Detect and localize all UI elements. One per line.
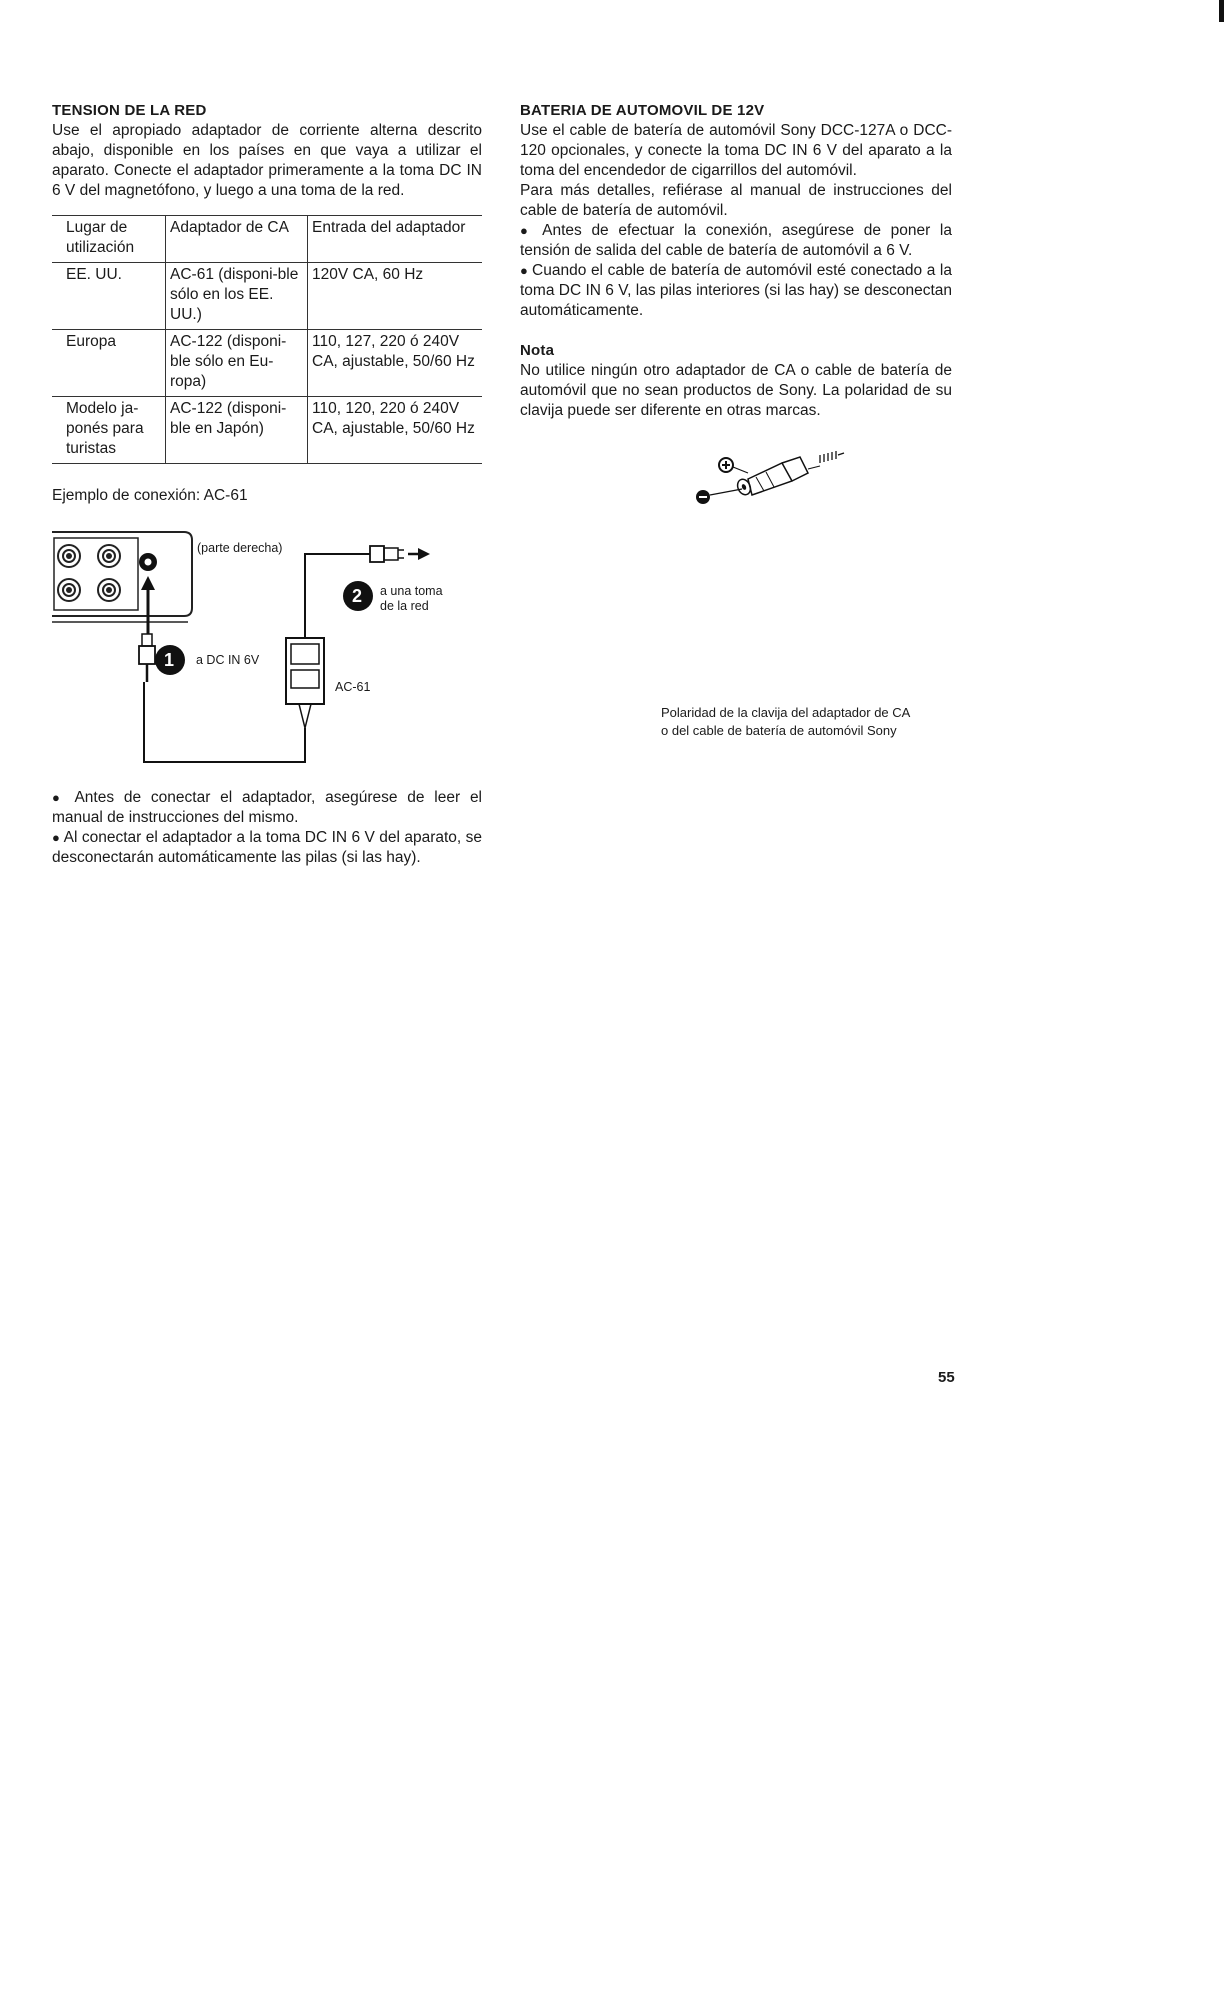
adapter-table xyxy=(52,215,482,464)
plug-polarity-figure xyxy=(520,441,952,521)
table-cell: AC-122 (disponi-ble sólo en Eu-ropa) xyxy=(166,330,308,397)
car-battery-paragraph: Use el cable de batería de automóvil Sony DCC-127A o DCC-120 opcionales, y conecte la toma DC IN 6 V del aparato a la toma del encendedor de cigarrillos del automóvil. xyxy=(520,122,952,179)
left-column xyxy=(52,101,482,868)
table-cell: Europa xyxy=(52,330,166,397)
label-dc-in: a DC IN 6V xyxy=(196,653,260,667)
table-header-cell: Entrada del adaptador xyxy=(308,216,483,263)
label-mains-line2: de la red xyxy=(380,599,429,613)
label-right-side: (parte derecha) xyxy=(197,541,283,555)
right-column xyxy=(520,101,952,738)
section-title-tension: TENSION DE LA RED xyxy=(52,102,207,119)
connection-diagram xyxy=(52,512,482,782)
table-cell: EE. UU. xyxy=(52,263,166,330)
car-battery-bullet: ● Antes de efectuar la conexión, asegúrese de poner la tensión de salida del cable de batería de automóvil a 6 V. xyxy=(520,221,952,261)
table-cell: 110, 127, 220 ó 240V CA, ajustable, 50/60 Hz xyxy=(308,330,483,397)
car-battery-details: Para más detalles, refiérase al manual de instrucciones del cable de batería de automóvil. xyxy=(520,182,952,219)
label-mains-line1: a una toma xyxy=(380,584,443,598)
plug-polarity-caption xyxy=(661,704,981,740)
table-cell: 120V CA, 60 Hz xyxy=(308,263,483,330)
table-cell: Modelo ja-ponés para turistas xyxy=(52,397,166,464)
table-header-row xyxy=(52,216,482,263)
plug-polarity-drawing xyxy=(520,441,952,521)
table-cell: AC-122 (disponi-ble en Japón) xyxy=(166,397,308,464)
nota-text: No utilice ningún otro adaptador de CA o cable de batería de automóvil que no sean productos de Sony. La polaridad de su clavija puede ser diferente en otras marcas. xyxy=(520,362,952,419)
intro-paragraph: Use el apropiado adaptador de corriente alterna descrito abajo, disponible en los países en que vaya a utilizar el aparato. Conecte el adaptador primeramente a la toma DC IN 6 V del magnetófono, y luego a una toma de la red. xyxy=(52,122,482,199)
adapter-notes xyxy=(52,788,482,868)
nota-title: Nota xyxy=(520,342,555,359)
label-adapter-model: AC-61 xyxy=(335,680,371,694)
step-number-1: 1 xyxy=(164,650,175,670)
page-number: 55 xyxy=(938,1369,955,1386)
table-row xyxy=(52,263,482,330)
connection-example-caption: Ejemplo de conexión: AC-61 xyxy=(52,487,248,504)
table-header-cell: Adaptador de CA xyxy=(166,216,308,263)
plug-caption-line: o del cable de batería de automóvil Sony xyxy=(661,723,897,738)
table-row xyxy=(52,397,482,464)
step-number-2: 2 xyxy=(352,586,363,606)
table-header-cell: Lugar de utilización xyxy=(52,216,166,263)
page-edge-mark xyxy=(1219,0,1224,22)
car-battery-bullet: ● Cuando el cable de batería de automóvil esté conectado a la toma DC IN 6 V, las pilas interiores (si las hay) se desconectan automáticamente. xyxy=(520,261,952,321)
section-title-car-battery: BATERIA DE AUTOMOVIL DE 12V xyxy=(520,102,765,119)
table-cell: AC-61 (disponi-ble sólo en los EE. UU.) xyxy=(166,263,308,330)
table-cell: 110, 120, 220 ó 240V CA, ajustable, 50/60 Hz xyxy=(308,397,483,464)
note-item: ● Al conectar el adaptador a la toma DC IN 6 V del aparato, se desconectarán automáticamente las pilas (si las hay). xyxy=(52,828,482,868)
table-row xyxy=(52,330,482,397)
plug-caption-line: Polaridad de la clavija del adaptador de CA xyxy=(661,705,911,720)
note-item: ● Antes de conectar el adaptador, asegúrese de leer el manual de instrucciones del mismo. xyxy=(52,788,482,828)
